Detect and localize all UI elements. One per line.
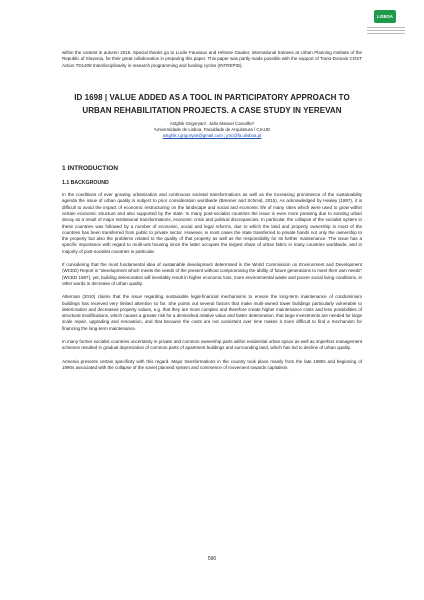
author-emails[interactable]: astghik.l.grigoryan@gmail.com ; jmc@fa.ulisboa.pt (162, 133, 262, 139)
body-paragraph: In many former socialist countries uncertainty in private and common ownership parts within residential urban space as well as imperfect management schemes resulted in gradual depreciation of common parts of apartment buildings and surrounding land, which has led to decline of urban quality. (62, 339, 362, 351)
logo-badge: LISBOA (374, 10, 396, 23)
paper-title-line-2: URBAN REHABILITATION PROJECTS. A CASE STUDY IN YEREVAN (82, 105, 342, 115)
logo-line (367, 27, 405, 28)
body-paragraph: If considering that the most fundamental idea of sustainable development determined in the World Commission on Environment and Development (WCED) Report is "development which meets the needs of the present without compromising the ability of future generations to meet their own needs" (WCED 1987), yet, building deterioration will inevitably result in higher economic loss, more environmental waste and poorer social living conditions, in other words in decrease of urban quality. (62, 262, 362, 286)
page-number: 590 (207, 556, 217, 562)
author-names: Astghik Grigoryan¹, João Manuel Carvalho¹ (169, 120, 255, 126)
logo-line (367, 30, 405, 31)
subsection-heading: 1.1 BACKGROUND (62, 179, 109, 186)
body-paragraph: Armenia presents certain specificity with this regard. Major transformations in the country took place mainly from the late 1980s and beginning of 1990s associated with the collapse of the soviet planned system and commence of movement towards capitalism. (62, 358, 362, 370)
paper-title-line-1: ID 1698 | VALUE ADDED AS A TOOL IN PARTICIPATORY APPROACH TO (74, 92, 350, 102)
paper-title (62, 91, 362, 117)
section-heading: 1 INTRODUCTION (62, 164, 119, 172)
author-affiliation: ¹Universidade de Lisboa, Faculdade de Arquitetura / CIAUD (153, 127, 271, 133)
acknowledgement-text: within the contest in autumn 2016. Special thanks go to Lucile Fauviaux and Héloïse Gautier, international trainees at Urban Planning Institute of the Republic of Slovenia, for their great collaboration in preparing this paper. This paper was partly made possible with the support of Trans-Domain COST Action TD1408 Interdisciplinarity in research programming and funding cycles (INTREPID). (62, 50, 362, 68)
page-content (62, 50, 362, 378)
body-paragraph: Alterman (2010) claims that the issue regarding sustainable legal-financial mechanisms to ensure the long-term maintenance of condominium buildings has received very limited attention so far. She points out several factors that make multi-owned tower buildings particularly vulnerable to deterioration and decreased property values, e.g. that they are more complex and therefore create higher maintenance costs and less possibilities of structural modifications, which causes a greater risk for a diminished relative value and faster deterioration, that large investments are needed for large scale repair, upgrading and renovation, and that because the costs are not consistent over time makes it more difficult to find a mechanism for financing the long-term maintenance. (62, 294, 362, 331)
body-paragraph: In the conditions of ever growing urbanization and continuous societal transformations as well as the increasing prominence of the sustainability agenda the issue of urban quality is subject to prior consideration worldwide (Brenner and Schmid, 2015). As acknowledged by Healey (1997), it is difficult to avoid the impact of economic restructuring on the landscape and social and economic life of many cities which were used to grow within certain economic structure and also supported by the state. In many post-socialist countries the issue is even more pressing due to existing urban decay as a result of major institutional transformations, economic crisis and political discrepancies. In particular, the collapse of the socialist system in these countries was followed by a number of economic, social and legal reforms, due to which the land and property ownership in most of the countries has been transferred from public to private sector. However, in most cases the state transferred to private hands not only the ownership to the property but also the problems related to the quality of that property as well as the responsibility for its further maintenance. The issue has a specific importance with regard to multi-unit housing since the latter occupies the largest share of urban fabric in many countries worldwide, and in majority of post-socialist countries in particular. (62, 192, 362, 254)
conference-logo (362, 8, 414, 38)
logo-line (367, 33, 405, 34)
author-block (62, 121, 362, 140)
